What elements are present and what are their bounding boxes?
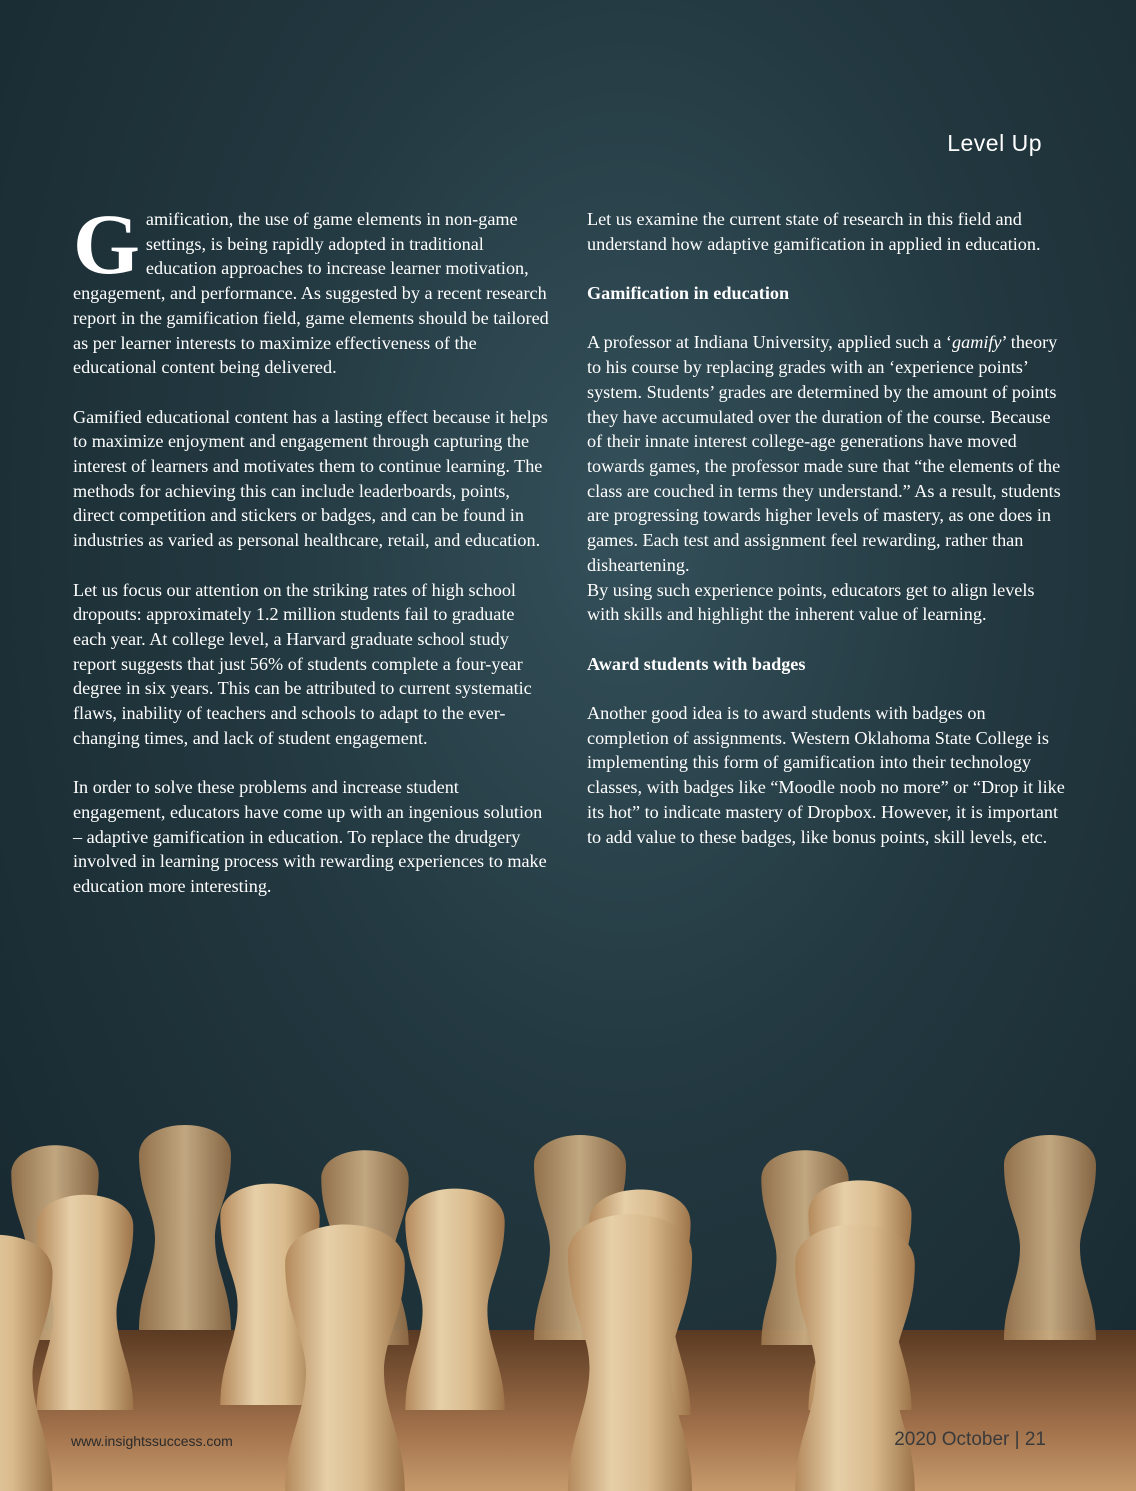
paragraph-badges: Another good idea is to award students with badges on completion of assignments. Western Oklahoma State College is implementing this form of gamification into their technology classes, with badges like “Moodle noob no more” or “Drop it like its hot” to indicate mastery of Dropbox. However, it is important to add value to these badges, like bonus points, skill levels, etc. xyxy=(587,703,1065,847)
wooden-figures-photo xyxy=(0,1000,1136,1491)
paragraph-indiana-professor: A professor at Indiana University, applied such a ‘gamify’ theory to his course by replacing grades with an ‘experience points’ system. Students’ grades are determined by the amount of points they have accumulated over the duration of the course. Because of their innate interest college-age generations have moved towards games, the professor made sure that “the elements of the class are couched in terms they understand.” As a result, students are progressing towards higher levels of mastery, as one does in games. Each test and assignment feel rewarding, rather than disheartening. xyxy=(587,332,1061,575)
back-row-figures xyxy=(11,1125,1096,1345)
paragraph-research-state: Let us examine the current state of research in this field and understand how adaptive gamification in applied in education. xyxy=(587,209,1041,254)
gamify-term: gamify xyxy=(952,332,1002,353)
section-label: Level Up xyxy=(947,130,1042,156)
drop-cap: G xyxy=(73,196,140,292)
heading-award-badges: Award students with badges xyxy=(587,653,806,674)
heading-gamification-in-education: Gamification in education xyxy=(587,283,790,304)
paragraph-dropouts: Let us focus our attention on the striking rates of high school dropouts: approximately 1.2 million students fail to graduate each year. At college level, a Harvard graduate school study report suggests that just 56% of students complete a four-year degree in six years. This can be attributed to current systematic flaws, inability of teachers and schools to adapt to the ever-changing times, and lack of student engagement. xyxy=(73,579,532,748)
paragraph-experience-points: By using such experience points, educators get to align levels with skills and highlight the inherent value of learning. xyxy=(587,579,1035,625)
intro-paragraph-text: amification, the use of game elements in non-game settings, is being rapidly adopted in traditional education approaches to increase learner motivation, engagement, and performance. As suggested by a recent research report in the gamification field, game elements should be tailored as per learner interests to maximize effectiveness of the educational content being delivered. xyxy=(73,209,549,378)
right-column xyxy=(587,207,1065,874)
left-column xyxy=(73,196,551,923)
footer-website: www.insightssuccess.com xyxy=(71,1433,233,1449)
footer-page-info: 2020 October | 21 xyxy=(894,1429,1046,1450)
intro-paragraph xyxy=(73,196,551,380)
paragraph-gamified-content: Gamified educational content has a lasting effect because it helps to maximize enjoyment and engagement through capturing the interest of learners and motivates them to continue learning. The methods for achieving this can include leaderboards, points, direct competition and stickers or badges, and can be found in industries as varied as personal healthcare, retail, and education. xyxy=(73,406,548,551)
paragraph-adaptive-gamification: In order to solve these problems and increase student engagement, educators have come up with an ingenious solution – adaptive gamification in education. To replace the drudgery involved in learning process with rewarding experiences to make education more interesting. xyxy=(73,777,547,896)
table-surface xyxy=(0,1330,1136,1491)
